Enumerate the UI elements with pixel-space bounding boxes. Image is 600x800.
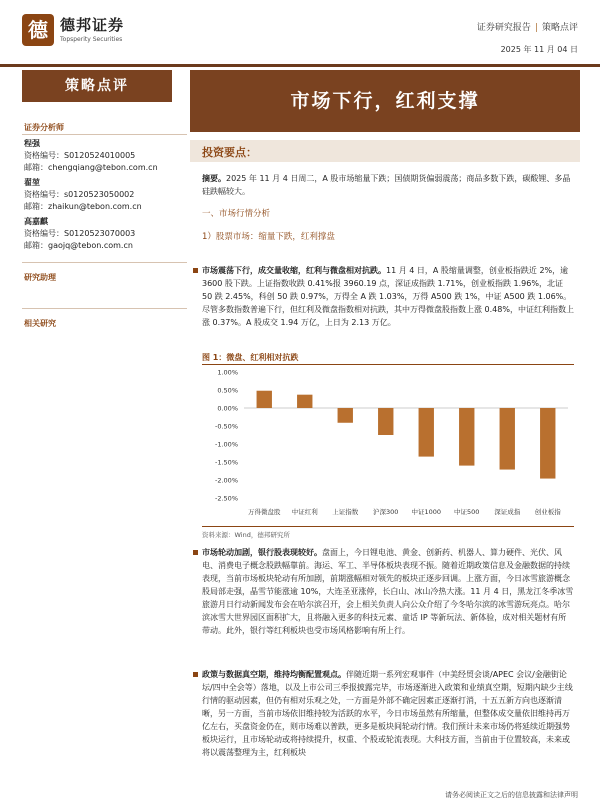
company-name-en: Topsperity Securities xyxy=(60,36,123,43)
report-title: 市场下行，红利支撑 xyxy=(190,70,580,132)
analyst-card xyxy=(24,177,142,213)
analyst-card xyxy=(24,216,135,252)
analyst-reg: 资格编号：s0120523050002 xyxy=(24,190,135,199)
section-heading: 一、市场行情分析 xyxy=(202,209,271,219)
analyst-section-heading: 证券分析师 xyxy=(24,123,64,132)
report-date: 2025 年 11 月 04 日 xyxy=(500,45,578,54)
logo-mark: 德 xyxy=(22,14,54,46)
footer-disclaimer: 请务必阅读正文之后的信息披露和法律声明 xyxy=(445,791,578,799)
bar-chart xyxy=(202,366,574,526)
analyst-card xyxy=(24,138,158,174)
y-tick-label: 1.00% xyxy=(217,368,238,377)
analyst-name: 程强 xyxy=(24,139,40,148)
analyst-name: 翟堃 xyxy=(24,178,40,187)
figure-rule xyxy=(202,364,574,365)
separator: | xyxy=(534,23,538,33)
assistant-section-heading: 研究助理 xyxy=(24,273,56,282)
related-section-heading: 相关研究 xyxy=(24,319,56,328)
subsection-heading: 1）股票市场：缩量下跌，红利撑盘 xyxy=(202,232,335,242)
bar xyxy=(338,408,353,423)
analyst-email: 邮箱：chengqiang@tebon.com.cn xyxy=(24,163,158,172)
bar xyxy=(540,408,555,479)
header-rule xyxy=(0,64,600,67)
bullet-icon xyxy=(193,550,198,555)
report-category: 策略点评 xyxy=(541,23,578,33)
sidebar-rule xyxy=(22,134,187,135)
x-tick-label: 创业板指 xyxy=(534,508,561,516)
x-tick-label: 上证指数 xyxy=(332,508,359,516)
analyst-name: 高嘉麒 xyxy=(24,217,48,226)
x-tick-label: 万得微盘股 xyxy=(248,508,281,516)
analyst-reg: 资格编号：S0120524010005 xyxy=(24,151,136,160)
bar xyxy=(297,395,312,408)
analyst-email: 邮箱：zhaikun@tebon.com.cn xyxy=(24,202,142,211)
sidebar-rule xyxy=(22,262,187,263)
bullet-icon xyxy=(193,268,198,273)
analyst-email: 邮箱：gaojq@tebon.com.cn xyxy=(24,241,133,250)
company-name-cn: 德邦证券 xyxy=(60,16,125,34)
bar xyxy=(257,391,272,408)
y-tick-label: 0.00% xyxy=(217,404,238,413)
x-tick-label: 深证成指 xyxy=(494,508,521,516)
y-tick-label: -2.50% xyxy=(215,494,238,503)
summary-paragraph: 摘要。2025 年 11 月 4 日周二，A 股市场缩量下跌；国债期货偏弱震荡；商品多数下跌，碳酸锂、多晶硅跌幅较大。 xyxy=(202,174,571,196)
invest-points-heading: 投资要点： xyxy=(202,146,257,159)
figure-rule xyxy=(202,526,574,527)
sidebar-title: 策略点评 xyxy=(22,70,172,102)
y-tick-label: -1.00% xyxy=(215,440,238,449)
bar xyxy=(419,408,434,457)
bar xyxy=(459,408,474,466)
paragraph-policy: 政策与数据真空期，维持均衡配置观点。伴随近期一系列宏观事件（中美经贸会谈/APEC 会议/金融街论坛/四中全会等）落地，以及上市公司三季报披露完毕，市场逐渐进入政策和业绩真空期，短期内缺少主线行情的驱动因素，但仍有相对乐观之处，一方面是外部不确定因素正逐渐打消，十五五新方向也逐渐清晰，另一方面，当前市场依旧维持较为活跃的水平，今日市场虽然有所缩量，但整体成交量依旧维持再万亿左右，买盘资金仍在，则市场难以普跌，更多是板块间轮动行情。我们预计未来市场仍将延续近期强势板块运行，且市场轮动或将持续提升，权重、个股或轮流表现。大科技方面，当前由于位置较高，未来或将以震荡整理为主，红利板块 xyxy=(202,668,574,759)
x-tick-label: 中证1000 xyxy=(411,508,442,516)
figure-title: 图 1：微盘、红利相对抗跌 xyxy=(202,353,299,362)
y-tick-label: 0.50% xyxy=(217,386,238,395)
report-type-line xyxy=(477,20,578,33)
y-tick-label: -2.00% xyxy=(215,476,238,485)
bar xyxy=(500,408,515,470)
y-tick-label: -0.50% xyxy=(215,422,238,431)
paragraph-rotation: 市场轮动加剧，银行股表现较好。盘面上，今日锂电池、黄金、创新药、机器人、算力硬件、光伏、风电、消费电子概念股跌幅靠前。海运、军工、半导体板块表现不振。随着近期政策信息及金融数据的持续表现，当前市场板块轮动有所加剧，前期涨幅相对领先的板块正逐步回调。上涨方面，今日冰雪旅游概念股局部走强，晶雪节能涨逾 10%，大连圣亚涨停，长白山、冰山冷热大涨。11 月 4 日，黑龙江冬季冰雪旅游月日行动新闻发布会在哈尔滨召开，会上相关负责人向公众介绍了今冬哈尔滨的冰雪游玩亮点。哈尔滨冰雪大世界园区面积扩大，且将融入更多的科技元素、童话 IP 等新玩法、新体验，成对相关题材有所带动。此外，银行等红利板块也受市场风格影响有所上行。 xyxy=(202,546,574,637)
y-tick-label: -1.50% xyxy=(215,458,238,467)
x-tick-label: 中证红利 xyxy=(291,508,318,516)
bullet-icon xyxy=(193,672,198,677)
x-tick-label: 沪深300 xyxy=(373,508,399,516)
figure-source: 资料来源：Wind，德邦研究所 xyxy=(202,531,290,539)
analyst-reg: 资格编号：S0120523070003 xyxy=(24,229,136,238)
bar xyxy=(378,408,393,435)
x-tick-label: 中证500 xyxy=(454,508,480,516)
sidebar-rule xyxy=(22,308,187,309)
summary-block xyxy=(202,172,574,244)
report-type: 证券研究报告 xyxy=(476,23,531,33)
paragraph-market: 市场震荡下行，成交量收缩，红利与微盘相对抗跌。11 月 4 日，A 股缩量调整，创业板指跌近 2%，逾 3600 股下跌。上证指数收跌 0.41%报 3960.19 点，深证成指跌 1.71%，创业板指跌 1.96%，北证 50 跌 2.45%，科创 50 跌 0.97%，万得全 A 跌 1.03%，万得 A500 跌 1%，中证 A500 跌 1.06%。尽管多数指数普遍下行，但红利及微盘指数相对抗跌，其中万得微盘股指数上涨 0.48%，中证红利指数上涨 0.37%。A 股成交 1.94 万亿，上日为 2.13 万亿。 xyxy=(202,264,574,329)
